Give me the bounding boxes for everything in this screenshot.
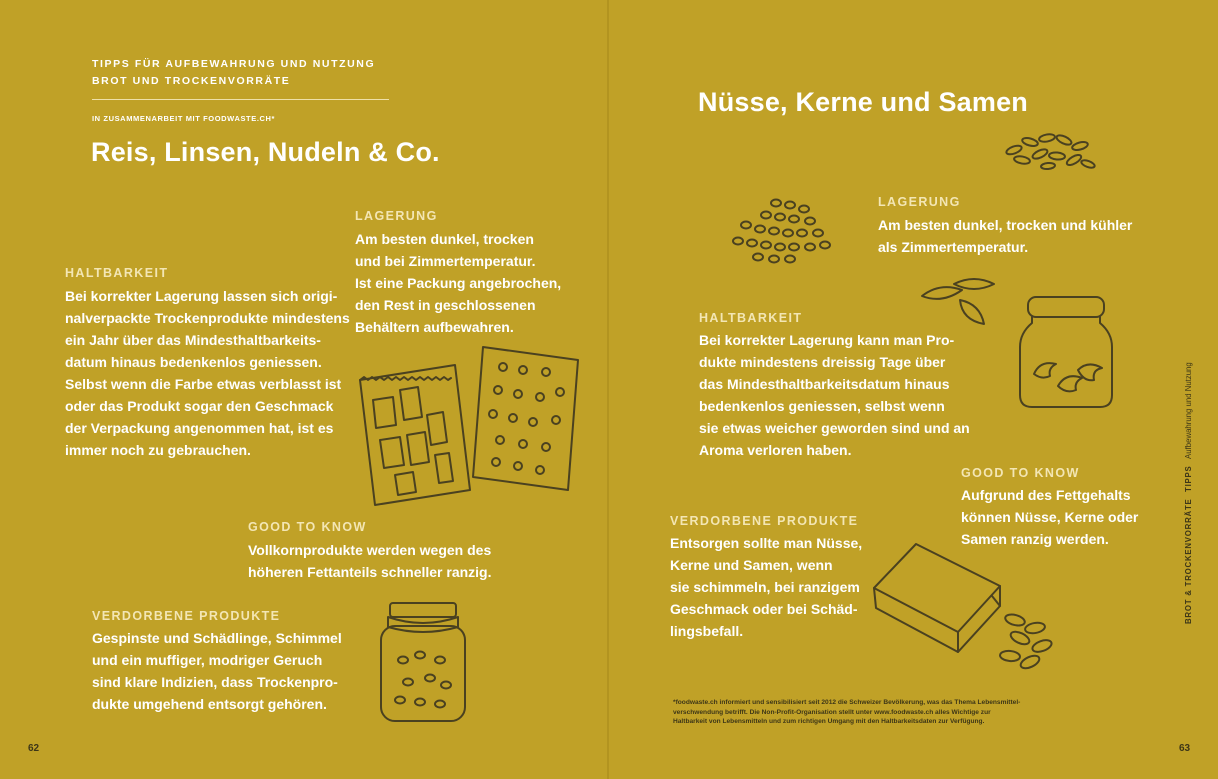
storage-text-left: Am besten dunkel, trocken und bei Zimmertemperatur. Ist eine Packung angebrochen, den Rest in geschlossenen Behältern aufbewahren. (355, 231, 562, 335)
sidebar-tag: TIPPS (1184, 465, 1193, 492)
shelf-life-label-left: HALTBARKEIT (65, 266, 169, 280)
shelf-life-text-right: Bei korrekter Lagerung kann man Pro- dukte mindestens dreissig Tage über das Mindesthaltbarkeitsdatum hinaus bedenkenlos geniessen, selbst wenn sie etwas weicher geworden sind und an Aroma verloren haben. (699, 332, 970, 458)
collaboration-note: IN ZUSAMMENARBEIT MIT FOODWASTE.CH* (92, 114, 276, 123)
page-number-right: 63 (1179, 743, 1191, 754)
storage-text-right: Am besten dunkel, trocken und kühler als Zimmertemperatur. (878, 217, 1133, 255)
good-to-know-label-right: GOOD TO KNOW (961, 466, 1080, 480)
seeds-pile-icon (1002, 128, 1097, 173)
sidebar-subtitle: Aufbewahrung und Nutzung (1184, 362, 1193, 459)
storage-label-right: LAGERUNG (878, 195, 961, 209)
spoiled-text-left: Gespinste und Schädlinge, Schimmel und ein muffiger, modriger Geruch sind klare Indizien, dass Trockenpro- dukte umgehend entsorgt gehören. (92, 630, 342, 712)
page-gutter (607, 0, 609, 779)
good-to-know-text-left: Vollkornprodukte werden wegen des höheren Fettanteils schneller ranzig. (248, 542, 492, 580)
paper-bag-seeds-icon (870, 540, 1070, 680)
pasta-bag-icon (355, 360, 475, 510)
spoiled-label-right: VERDORBENE PRODUKTE (670, 514, 859, 528)
kicker-rule (92, 99, 389, 100)
almonds-icon (918, 276, 998, 328)
spoiled-label-left: VERDORBENE PRODUKTE (92, 609, 281, 623)
page-title-left: Reis, Linsen, Nudeln & Co. (91, 137, 440, 167)
spoiled-text-right: Entsorgen sollte man Nüsse, Kerne und Samen, wenn sie schimmeln, bei ranzigem Geschmack oder bei Schäd- lingsbefall. (670, 535, 863, 639)
shelf-life-label-right: HALTBARKEIT (699, 311, 803, 325)
page-title-right: Nüsse, Kerne und Samen (698, 87, 1028, 117)
kicker-line-2: BROT UND TROCKENVORRÄTE (92, 75, 291, 87)
bean-jar-icon (378, 600, 468, 725)
page-number-left: 62 (28, 743, 40, 754)
running-sidebar (1184, 362, 1193, 624)
kicker-line-1: TIPPS FÜR AUFBEWAHRUNG UND NUTZUNG (92, 58, 376, 70)
lentils-pile-icon (728, 195, 834, 265)
good-to-know-label-left: GOOD TO KNOW (248, 520, 367, 534)
shelf-life-text-left: Bei korrekter Lagerung lassen sich origi- nalverpackte Trockenprodukte mindestens ein Jahr über das Mindesthaltbarkeits- datum hinaus bedenkenlos geniessen. Selbst wenn die Farbe etwas verblasst ist oder das Produkt sogar den Geschmack der Verpackung angenommen hat, ist es immer noch zu gebrauchen. (65, 288, 350, 458)
sidebar-section: BROT & TROCKENVORRÄTE (1184, 498, 1193, 624)
cereal-bag-icon (468, 342, 588, 492)
footnote: *foodwaste.ch informiert und sensibilisiert seit 2012 die Schweizer Bevölkerung, was das Thema Lebensmittel- verschwendung betrifft. Die Non-Profit-Organisation stellt unter www.foodwaste.ch alles Wichtige zur Haltbarkeit von Lebensmitteln und zum richtigen Umgang mit den Haltbarkeitsdaten zur Verfügung. (673, 699, 1021, 725)
good-to-know-text-right: Aufgrund des Fettgehalts können Nüsse, Kerne oder Samen ranzig werden. (961, 487, 1139, 547)
cashew-jar-icon (1018, 294, 1114, 410)
storage-label-left: LAGERUNG (355, 209, 438, 223)
